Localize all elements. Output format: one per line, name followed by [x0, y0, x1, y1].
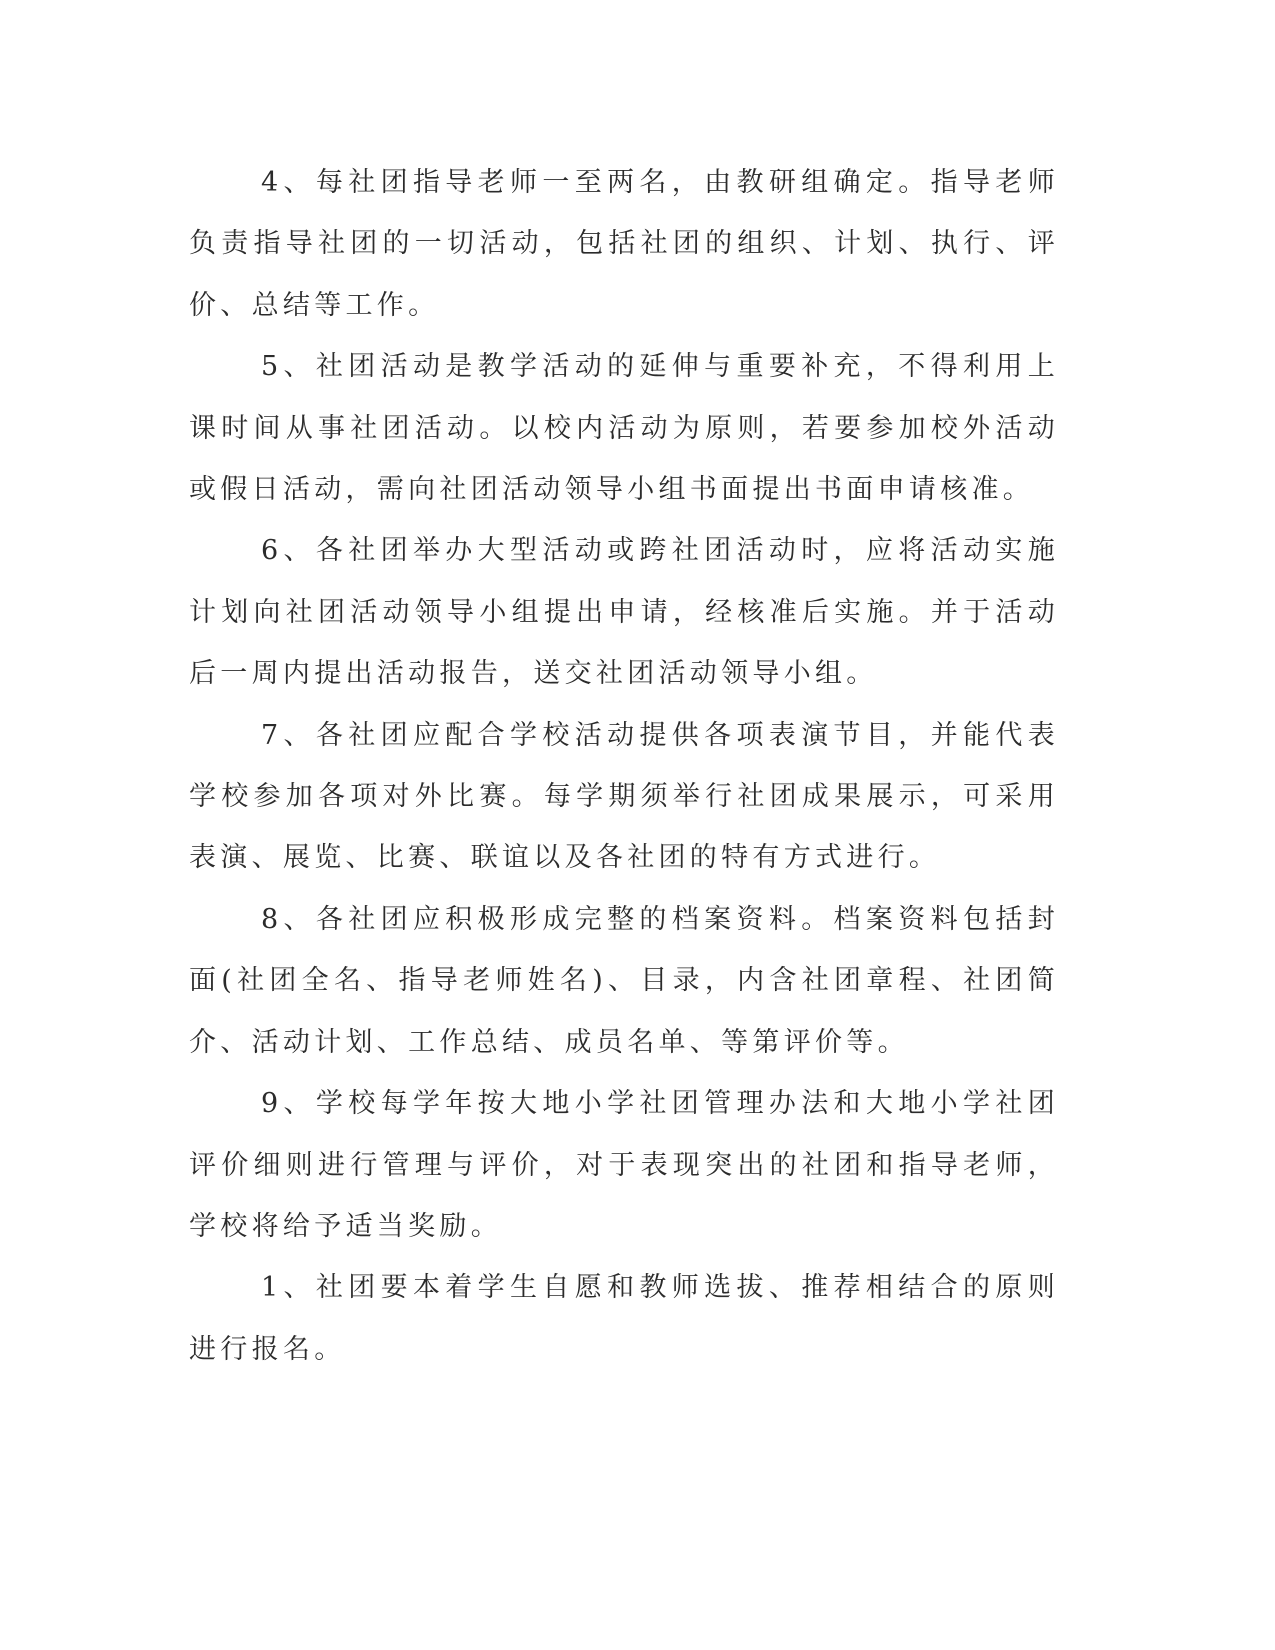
- paragraph-item-1: 1、社团要本着学生自愿和教师选拔、推荐相结合的原则进行报名。: [189, 1272, 1059, 1365]
- paragraph-item-5: 5、社团活动是教学活动的延伸与重要补充，不得利用上课时间从事社团活动。以校内活动为原则，若要参加校外活动或假日活动，需向社团活动领导小组书面提出书面申请核准。: [189, 351, 1059, 506]
- document-body: [189, 152, 1059, 1380]
- paragraph-item-6: 6、各社团举办大型活动或跨社团活动时，应将活动实施计划向社团活动领导小组提出申请，经核准后实施。并于活动后一周内提出活动报告，送交社团活动领导小组。: [189, 535, 1059, 690]
- paragraph-item-9: 9、学校每学年按大地小学社团管理办法和大地小学社团评价细则进行管理与评价，对于表现突出的社团和指导老师，学校将给予适当奖励。: [189, 1088, 1059, 1242]
- paragraph-item-7: 7、各社团应配合学校活动提供各项表演节目，并能代表学校参加各项对外比赛。每学期须举行社团成果展示，可采用表演、展览、比赛、联谊以及各社团的特有方式进行。: [189, 719, 1059, 874]
- paragraph-item-4: 4、每社团指导老师一至两名，由教研组确定。指导老师负责指导社团的一切活动，包括社团的组织、计划、执行、评价、总结等工作。: [189, 167, 1059, 321]
- paragraph-item-8: 8、各社团应积极形成完整的档案资料。档案资料包括封面(社团全名、指导老师姓名)、目录，内含社团章程、社团简介、活动计划、工作总结、成员名单、等第评价等。: [189, 903, 1059, 1058]
